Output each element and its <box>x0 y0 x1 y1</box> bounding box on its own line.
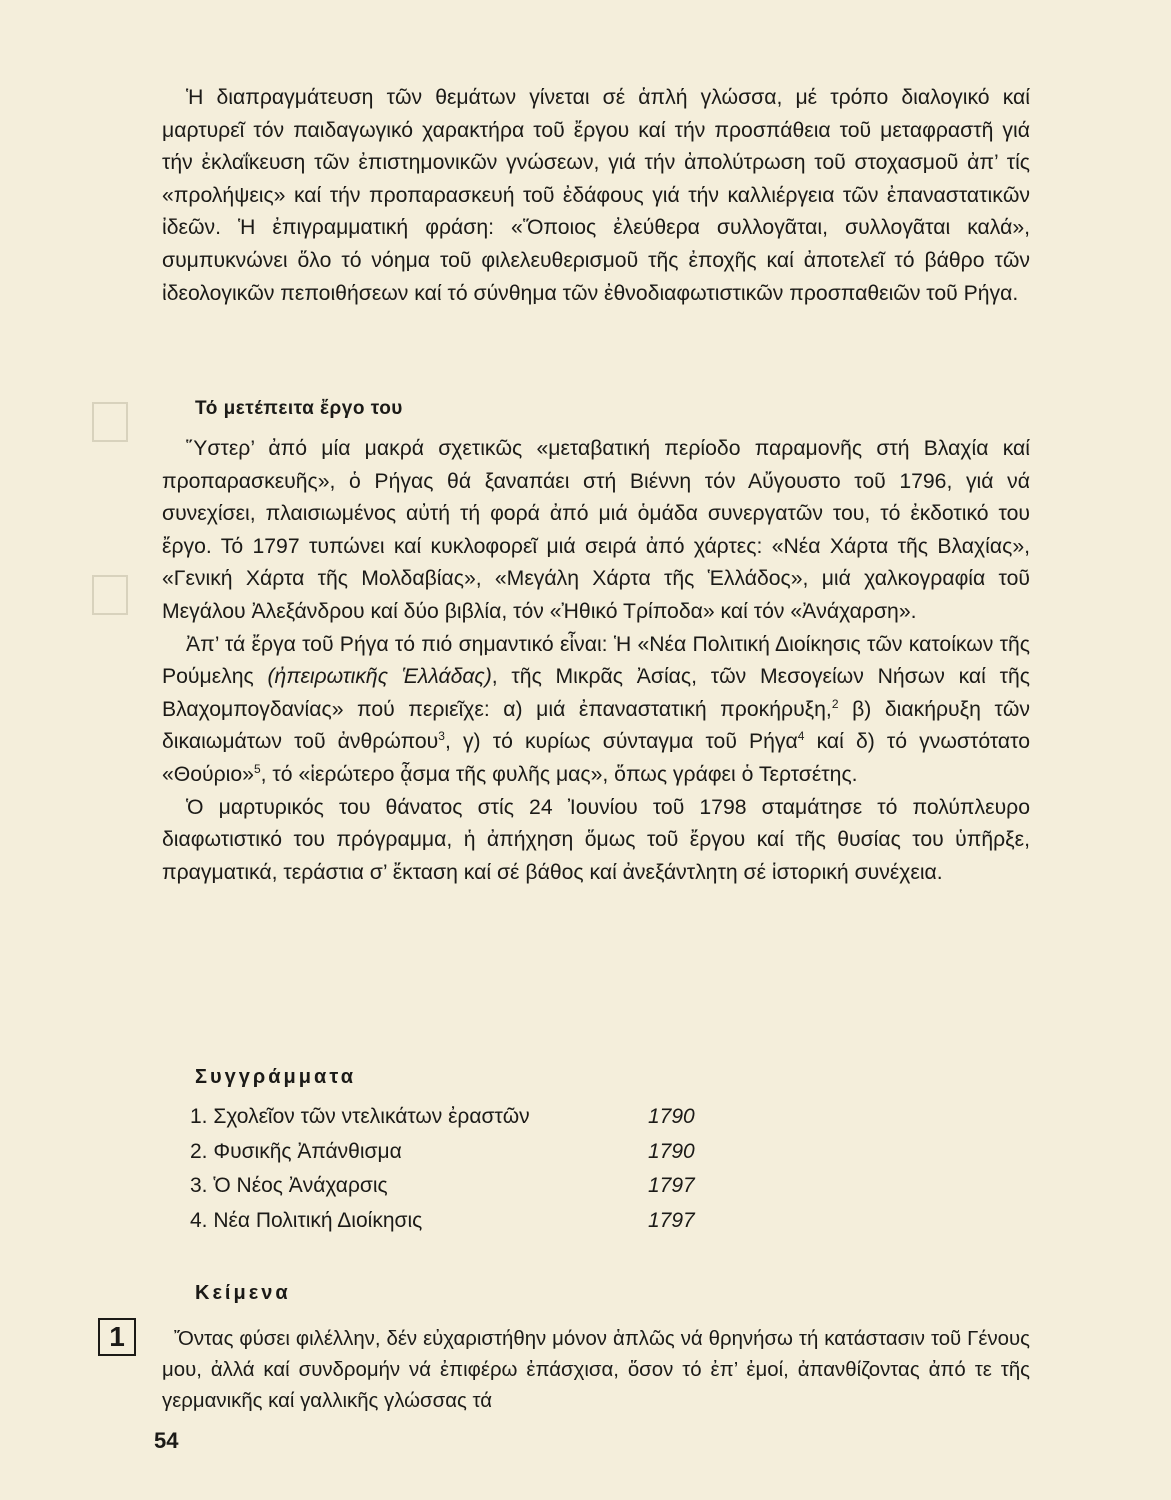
text-number-marker: 1 <box>98 1318 136 1356</box>
intro-section <box>162 82 1030 310</box>
work-year: 1790 <box>648 1105 695 1128</box>
texts-heading: Κείμενα <box>195 1282 291 1304</box>
work-title: 4. Νέα Πολιτική Διοίκησις <box>190 1208 423 1232</box>
p2-text-f: , τό «ἱερώτερο ᾆσμα τῆς φυλῆς μας», ὅπως γράφει ὁ Τερτσέτης. <box>260 762 858 786</box>
page-number: 54 <box>154 1428 179 1453</box>
list-item <box>190 1105 720 1140</box>
p2-text-b: , τῆς Μικρᾶς Ἀσίας, τῶν Μεσογείων Νήσων καί τῆς Βλαχομπογδανίας» πού περιεῖχε: α) μιά ἐπαναστατική προκήρυξη, <box>162 665 1030 721</box>
quote-paragraph: Ὄντας φύσει φιλέλλην, δέν εὐχαριστήθην μόνον ἁπλῶς νά θρηνήσω τή κατάστασιν τοῦ Γένους μου, ἀλλά καί συνδρομήν νά ἐπιφέρω ἐπάσχισα, ὅσον τό ἐπ’ ἐμοί, ἀπανθίζοντας ἀπό τε τῆς γερμανικῆς καί γαλλικῆς γλώσσας τά <box>162 1328 1030 1412</box>
writings-heading: Συγγράμματα <box>195 1066 356 1088</box>
p2-text-c: β) διακήρυξη τῶν δικαιωμάτων τοῦ ἀνθρώπου <box>162 697 1030 754</box>
faint-margin-box <box>92 575 128 615</box>
faint-margin-box <box>92 402 128 442</box>
later-work-section <box>162 433 1030 889</box>
later-work-paragraph-1: Ὕστερ’ ἀπό μία μακρά σχετικῶς «μεταβατική περίοδο παραμονῆς στή Βλαχία καί προπαρασκευῆς», ὁ Ρήγας θά ξαναπάει στή Βιέννη τόν Αὔγουστο τοῦ 1796, γιά νά συνεχίσει, πλαισιωμένος αὐτή τή φορά ἀπό μιά ὁμάδα συνεργατῶν του, τό ἐκδοτικό του ἔργο. Τό 1797 τυπώνει καί κυκλοφορεῖ μιά σειρά ἀπό χάρτες: «Νέα Χάρτα τῆς Βλαχίας», «Γενική Χάρτα τῆς Μολδαβίας», «Μεγάλη Χάρτα τῆς Ἑλλάδος», μιά χαλκογραφία τοῦ Μεγάλου Ἀλεξάνδρου καί δύο βιβλία, τόν «Ἠθικό Τρίποδα» καί τόν «Ἀνάχαρση». <box>162 437 1030 623</box>
footnote-ref: 5 <box>253 761 261 776</box>
work-year: 1790 <box>648 1139 695 1163</box>
list-item <box>190 1174 720 1209</box>
work-title: 3. Ὁ Νέος Ἀνάχαρσις <box>190 1174 388 1197</box>
list-item <box>190 1140 720 1175</box>
later-work-paragraph-3: Ὁ μαρτυρικός του θάνατος στίς 24 Ἰουνίου τοῦ 1798 σταμάτησε τό πολύπλευρο διαφωτιστικό του πρόγραμμα, ἡ ἀπήχηση ὅμως τοῦ ἔργου καί τῆς θυσίας του ὑπῆρξε, πραγματικά, τεράστια σ’ ἔκταση καί σέ βάθος καί ἀνεξάντλητη σέ ἱστορική συνέχεια. <box>162 795 1030 884</box>
later-work-paragraph-2 <box>162 629 1030 792</box>
footnote-ref: 4 <box>797 729 805 744</box>
list-item <box>190 1209 720 1244</box>
p2-italic: (ἠπειρωτικῆς Ἑλλάδας) <box>267 665 492 689</box>
writings-list <box>190 1105 720 1243</box>
footnote-ref: 2 <box>831 696 839 711</box>
work-title: 2. Φυσικῆς Ἀπάνθισμα <box>190 1139 402 1163</box>
later-work-heading: Τό μετέπειτα ἔργο του <box>195 398 403 419</box>
p2-text-e: καί δ) τό γνωστότατο «Θούριο» <box>162 730 1031 786</box>
footnote-ref: 3 <box>438 729 445 744</box>
quote-section <box>162 1324 1030 1417</box>
work-title: 1. Σχολεῖον τῶν ντελικάτων ἐραστῶν <box>190 1105 530 1128</box>
p2-text-a: Ἀπ’ τά ἔργα τοῦ Ρήγα τό πιό σημαντικό εἶναι: Ἡ «Νέα Πολιτική Διοίκησις τῶν κατοίκων τῆς Ρούμελης <box>162 632 1030 689</box>
work-year: 1797 <box>648 1208 695 1232</box>
work-year: 1797 <box>648 1174 695 1197</box>
p2-text-d: , γ) τό κυρίως σύνταγμα τοῦ Ρήγα <box>444 730 798 754</box>
intro-paragraph: Ἡ διαπραγμάτευση τῶν θεμάτων γίνεται σέ ἁπλή γλώσσα, μέ τρόπο διαλογικό καί μαρτυρεῖ τόν παιδαγωγικό χαρακτήρα τοῦ ἔργου καί τήν προσπάθεια τοῦ μεταφραστῆ γιά τήν ἐκλαΐκευση τῶν ἐπιστημονικῶν γνώσεων, γιά τήν ἀπολύτρωση τοῦ στοχασμοῦ ἀπ’ τίς «προλήψεις» καί τήν προπαρασκευή τοῦ ἐδάφους γιά τήν καλλιέργεια τῶν ἐπαναστατικῶν ἰδεῶν. Ἡ ἐπιγραμματική φράση: «Ὅποιος ἐλεύθερα συλλογᾶται, συλλογᾶται καλά», συμπυκνώνει ὅλο τό νόημα τοῦ φιλελευθερισμοῦ τῆς ἐποχῆς καί ἀποτελεῖ τό βάθρο τῶν ἰδεολογικῶν πεποιθήσεων καί τό σύνθημα τῶν ἐθνοδιαφωτιστικῶν προσπαθειῶν τοῦ Ρήγα. <box>162 86 1030 305</box>
